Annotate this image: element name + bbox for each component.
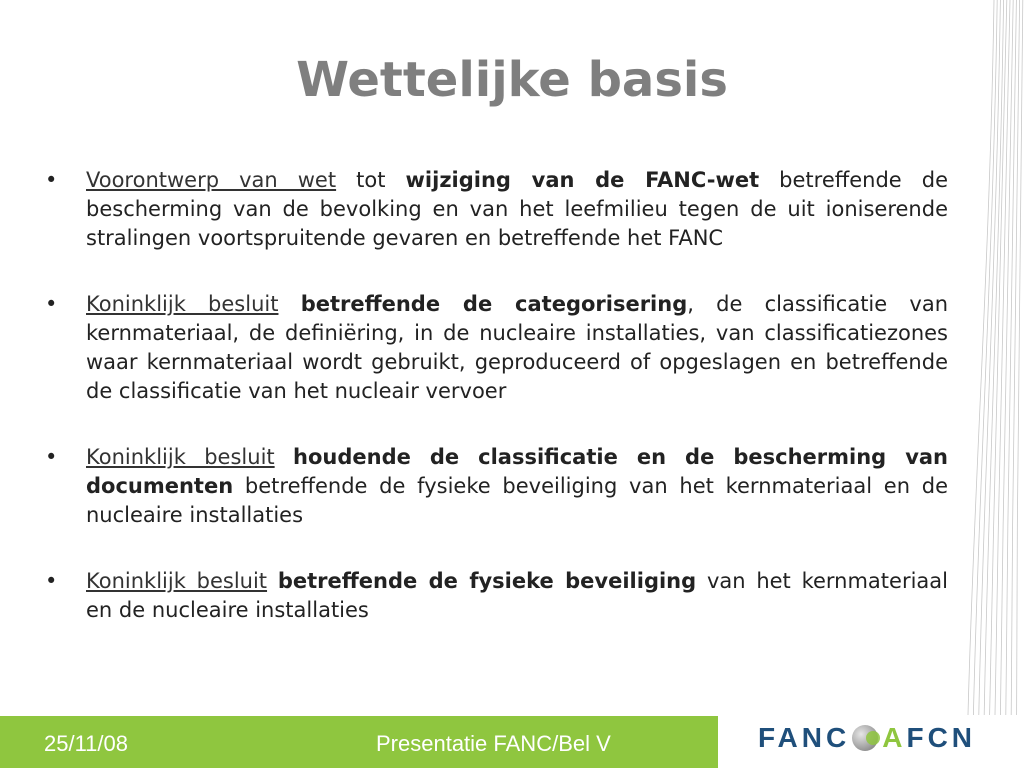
bullet-link[interactable]: Voorontwerp van wet bbox=[86, 168, 337, 192]
bullet-dot: • bbox=[45, 445, 58, 469]
logo-text-fcn: FCN bbox=[906, 722, 977, 753]
bullet-bold-text: wijziging van de FANC-wet bbox=[405, 168, 760, 192]
bullet-item bbox=[45, 567, 948, 625]
bullet-text bbox=[278, 292, 300, 316]
bullet-text: , de classificatie van kernmateriaal, de definiëring, in de nucleaire installaties, van classificatiezones waar kernmateriaal wordt gebruikt, geproduceerd of opgeslagen en betreffende de classificatie van het nucleair vervoer bbox=[86, 292, 949, 403]
footer-date: 25/11/08 bbox=[44, 731, 129, 756]
bullet-link[interactable]: Koninklijk besluit bbox=[86, 292, 279, 316]
bullet-dot: • bbox=[45, 168, 58, 192]
bullet-text: van het kernmateriaal en de nucleaire installaties bbox=[86, 569, 948, 622]
bullet-link[interactable]: Koninklijk besluit bbox=[86, 569, 268, 593]
logo-text-a: A bbox=[882, 722, 907, 753]
bullet-text bbox=[267, 569, 278, 593]
logo-text-fanc: FANC bbox=[758, 722, 851, 753]
bullet-text: tot bbox=[336, 168, 406, 192]
bullet-text: betreffende de fysieke beveiliging van het kernmateriaal en de nucleaire installaties bbox=[86, 474, 948, 527]
bullet-item bbox=[45, 443, 948, 530]
footer-title: Presentatie FANC/Bel V bbox=[376, 731, 611, 756]
bullet-item bbox=[45, 290, 948, 406]
bullet-text: betreffende de bescherming van de bevolking en van het leefmilieu tegen de uit ioniserende stralingen voortspruitende gevaren en betreffende het FANC bbox=[86, 168, 949, 250]
bullet-bold-text: betreffende de fysieke beveiliging bbox=[277, 569, 697, 593]
bullet-link[interactable]: Koninklijk besluit bbox=[86, 445, 275, 469]
bullet-bold-text: houdende de classificatie en de bescherming van documenten bbox=[86, 445, 948, 498]
bullet-text bbox=[275, 445, 293, 469]
logo-orb-icon bbox=[852, 725, 878, 751]
bullet-list bbox=[45, 166, 948, 625]
bullet-dot: • bbox=[45, 292, 58, 316]
fanc-afcn-logo bbox=[758, 718, 1003, 758]
bullet-dot: • bbox=[45, 569, 58, 593]
bullet-bold-text: betreffende de categorisering bbox=[300, 292, 688, 316]
bullet-item bbox=[45, 166, 948, 253]
slide-title: Wettelijke basis bbox=[296, 52, 728, 108]
